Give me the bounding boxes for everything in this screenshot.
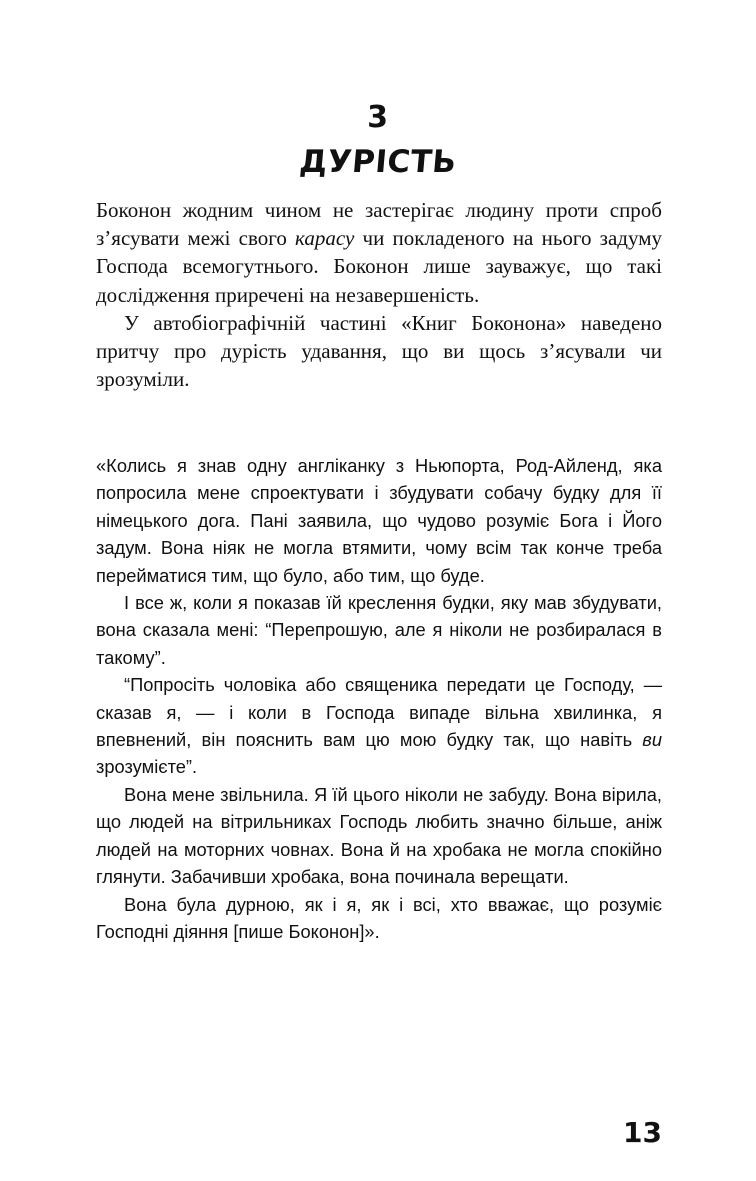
chapter-number: 3 bbox=[367, 100, 389, 135]
quote-paragraph-2: І все ж, коли я показав їй креслення будки, яку мав збудувати, вона сказала мені: “Перепрошую, але я ніколи не розбиралася в такому”. bbox=[96, 592, 662, 668]
narrative-paragraph-1: Боконон жодним чином не застерігає людину проти спроб з’ясувати межі свого карасу чи покладеного на нього задуму Господа всемогутнього. Боконон лише зауважує, що такі дослідження приречені на незавершеність. bbox=[96, 198, 662, 307]
chapter-title: ДУРІСТЬ bbox=[298, 144, 458, 180]
quote-paragraph-4: Вона мене звільнила. Я їй цього ніколи не забуду. Вона вірила, що людей на вітрильниках Господь любить значно більше, аніж людей на моторних човнах. Вона й на хробака не могла спокійно глянути. Забачивши хробака, вона починала верещати. bbox=[96, 783, 662, 888]
quote-text bbox=[96, 452, 662, 945]
quote-paragraph-5: Вона була дурною, як і я, як і всі, хто вважає, що розуміє Господні діяння [пише Боконон]». bbox=[96, 893, 662, 942]
page-number: 13 bbox=[623, 1116, 662, 1149]
quote-paragraph-1: «Колись я знав одну англіканку з Ньюпорта, Род-Айленд, яка попросила мене спроектувати і збудувати собачу будку для її німецького дога. Пані заявила, що чудово розуміє Бога і Його задум. Вона ніяк не могла втямити, чому всім так конче треба перейматися тим, що було, або тим, що буде. bbox=[96, 455, 662, 586]
narrative-text bbox=[96, 196, 662, 393]
narrative-paragraph-2: У автобіографічній частині «Книг Боконона» наведено притчу про дурість удавання, що ви щось з’ясували чи зрозуміли. bbox=[96, 310, 662, 392]
quote-paragraph-3: “Попросіть чоловіка або священика передати це Господу, — сказав я, — і коли в Господа випаде вільна хвилинка, я впевнений, він пояснить вам цю мою будку так, що навіть ви зрозумієте”. bbox=[96, 674, 662, 778]
